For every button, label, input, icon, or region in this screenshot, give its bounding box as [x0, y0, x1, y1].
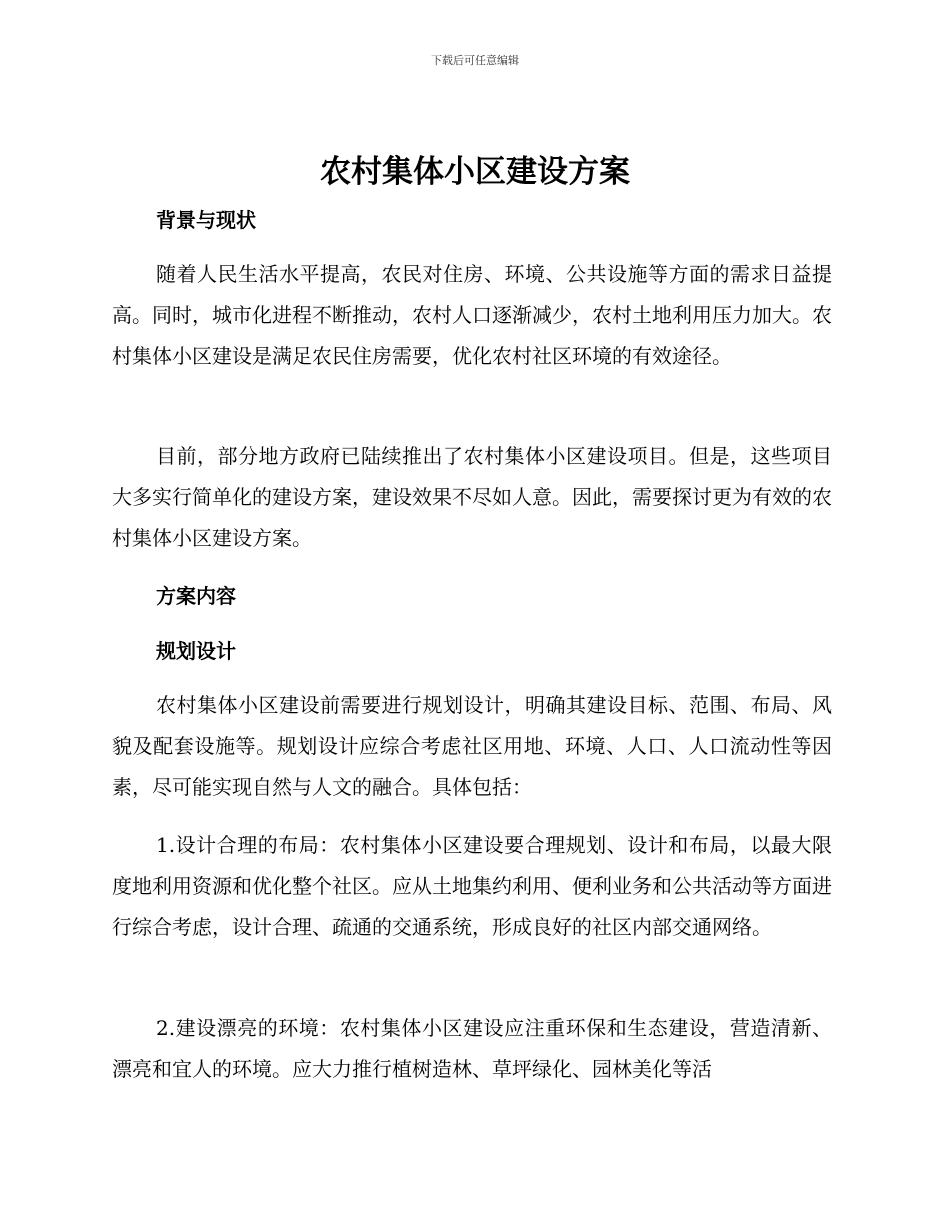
list-item-layout: 1.设计合理的布局：农村集体小区建设要合理规划、设计和布局，以最大限度地利用资源和优化整个社区。应从土地集约利用、便利业务和公共活动等方面进行综合考虑，设计合理、疏通的交通系统，形成良好的社区内部交通网络。 [112, 833, 832, 939]
paragraph-background-2: 目前，部分地方政府已陆续推出了农村集体小区建设项目。但是，这些项目大多实行简单化的建设方案，建设效果不尽如人意。因此，需要探讨更为有效的农村集体小区建设方案。 [112, 444, 832, 550]
page-header: 下载后可任意编辑 [431, 54, 519, 67]
paragraph-planning: 农村集体小区建设前需要进行规划设计，明确其建设目标、范围、布局、风貌及配套设施等。规划设计应综合考虑社区用地、环境、人口、人口流动性等因素，尽可能实现自然与人文的融合。具体包括： [112, 693, 832, 799]
list-item-environment: 2.建设漂亮的环境：农村集体小区建设应注重环保和生态建设，营造清新、漂亮和宜人的环境。应大力推行植树造林、草坪绿化、园林美化等活 [112, 1016, 832, 1081]
subsection-heading-planning: 规划设计 [156, 639, 236, 663]
paragraph-background-1: 随着人民生活水平提高，农民对住房、环境、公共设施等方面的需求日益提高。同时，城市化进程不断推动，农村人口逐渐减少，农村土地利用压力加大。农村集体小区建设是满足农民住房需要，优化农村社区环境的有效途径。 [112, 262, 832, 368]
section-heading-background: 背景与现状 [156, 208, 256, 232]
section-heading-content: 方案内容 [156, 584, 236, 608]
document-title: 农村集体小区建设方案 [320, 154, 630, 190]
